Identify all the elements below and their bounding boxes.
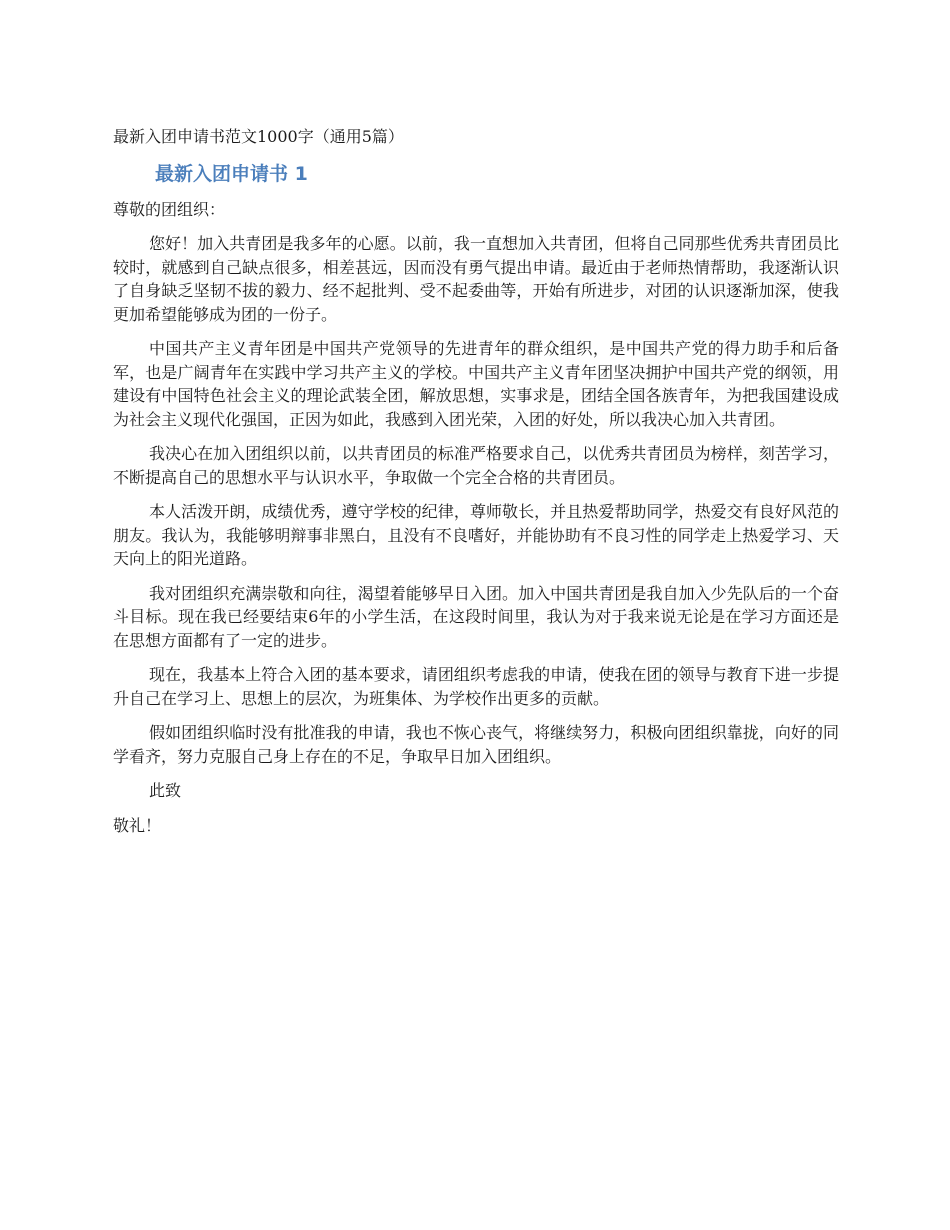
paragraph-7: 假如团组织临时没有批准我的申请，我也不恢心丧气，将继续努力，积极向团组织靠拢，向好的同学看齐，努力克服自己身上存在的不足，争取早日加入团组织。 xyxy=(113,723,839,766)
regards: 敬礼！ xyxy=(113,815,162,835)
paragraph-4: 本人活泼开朗，成绩优秀，遵守学校的纪律，尊师敬长，并且热爱帮助同学，热爱交有良好风范的朋友。我认为，我能够明辩事非黑白，且没有不良嗜好，并能协助有不良习性的同学走上热爱学习、天天向上的阳光道路。 xyxy=(113,502,839,568)
closing: 此致 xyxy=(149,781,182,800)
paragraph-1: 您好！加入共青团是我多年的心愿。以前，我一直想加入共青团，但将自己同那些优秀共青团员比较时，就感到自己缺点很多，相差甚远，因而没有勇气提出申请。最近由于老师热情帮助，我逐渐认识了自身缺乏坚韧不拔的毅力、经不起批判、受不起委曲等，开始有所进步，对团的认识逐渐加深，使我更加希望能够成为团的一份子。 xyxy=(113,234,839,324)
document-title: 最新入团申请书范文1000字（通用5篇） xyxy=(113,127,404,146)
paragraph-3: 我决心在加入团组织以前，以共青团员的标准严格要求自己，以优秀共青团员为榜样，刻苦学习，不断提高自己的思想水平与认识水平，争取做一个完全合格的共青团员。 xyxy=(113,444,839,487)
document-body xyxy=(113,126,839,837)
paragraph-6: 现在，我基本上符合入团的基本要求，请团组织考虑我的申请，使我在团的领导与教育下进一步提升自己在学习上、思想上的层次，为班集体、为学校作出更多的贡献。 xyxy=(113,665,839,708)
section-heading: 最新入团申请书 1 xyxy=(155,163,308,185)
salutation: 尊敬的团组织： xyxy=(113,200,226,219)
paragraph-2: 中国共产主义青年团是中国共产党领导的先进青年的群众组织，是中国共产党的得力助手和后备军，也是广阔青年在实践中学习共产主义的学校。中国共产主义青年团坚决拥护中国共产党的纲领，用建设有中国特色社会主义的理论武装全团，解放思想，实事求是，团结全国各族青年，为把我国建设成为社会主义现代化强国，正因为如此，我感到入团光荣，入团的好处，所以我决心加入共青团。 xyxy=(113,339,839,429)
paragraph-5: 我对团组织充满崇敬和向往，渴望着能够早日入团。加入中国共青团是我自加入少先队后的一个奋斗目标。现在我已经要结束6年的小学生活，在这段时间里，我认为对于我来说无论是在学习方面还是在思想方面都有了一定的进步。 xyxy=(113,583,839,650)
